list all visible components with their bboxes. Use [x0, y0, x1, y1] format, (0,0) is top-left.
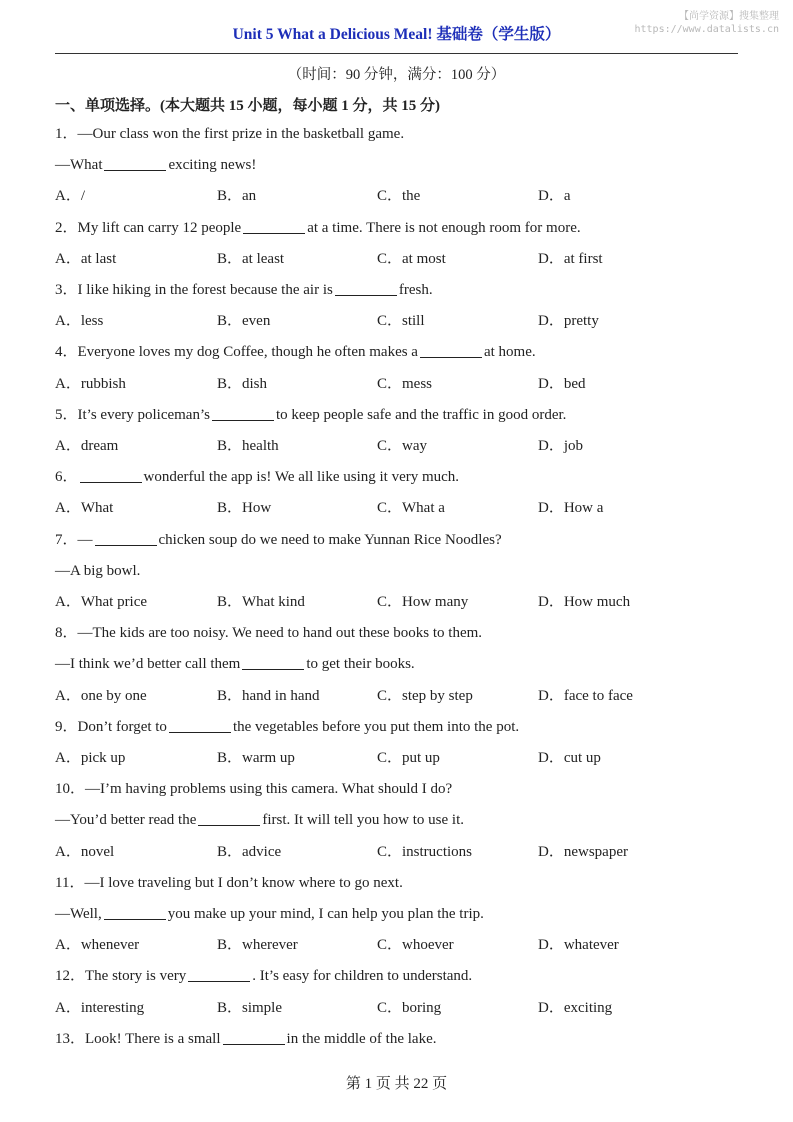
header-divider: [55, 53, 738, 54]
question-8-line-1: [55, 623, 482, 643]
question-10-line-1: [55, 779, 452, 799]
question-3-option-d: D．pretty: [538, 313, 599, 330]
question-2-option-d: D．at first: [538, 250, 603, 267]
answer-blank: [223, 1030, 285, 1045]
question-9-option-c: C．put up: [377, 750, 440, 766]
question-10-option-d: D．newspaper: [538, 843, 628, 860]
answer-blank: [198, 811, 260, 826]
question-13-line-1: [55, 1029, 437, 1049]
question-6-line-1: [55, 467, 459, 487]
question-6-option-b: B．How: [217, 500, 272, 517]
question-text: 8．—The kids are too noisy. We need to hand out these books to them.: [55, 625, 483, 642]
question-11-line-1: [55, 873, 403, 893]
question-9-line-1: [55, 717, 519, 737]
question-text: 6．: [55, 469, 78, 486]
page-footer: 第 1 页 共 22 页: [345, 1076, 448, 1092]
watermark-line-1: 【尚学资源】搜集整理: [679, 11, 779, 22]
question-text: 11．—I love traveling but I don’t know where to go next.: [55, 874, 403, 891]
answer-blank: [212, 406, 274, 421]
question-3-option-a: A．less: [55, 313, 104, 330]
question-1-option-c: C．the: [377, 188, 421, 205]
question-3-option-c: C．still: [377, 313, 425, 330]
question-6-option-d: D．How a: [538, 500, 604, 517]
question-text: 9．Don’t forget to: [55, 718, 167, 735]
question-8-option-c: C．step by step: [377, 687, 473, 704]
question-10-option-b: B．advice: [217, 843, 282, 860]
question-text: —What: [55, 157, 103, 174]
question-2-option-c: C．at most: [377, 250, 446, 267]
question-text: at a time. There is not enough room for more.: [307, 219, 581, 236]
answer-blank: [335, 281, 397, 296]
question-12-option-c: C．boring: [377, 999, 442, 1016]
question-11-option-a: A．whenever: [55, 937, 140, 954]
question-9-option-d: D．cut up: [538, 750, 601, 766]
question-9-option-a: A．pick up: [55, 750, 126, 766]
question-11-option-b: B．wherever: [217, 937, 298, 954]
question-10-line-2: [55, 810, 464, 830]
question-3-line-1: [55, 280, 433, 300]
question-text: 2．My lift can carry 12 people: [55, 219, 242, 236]
question-1-line-2: [55, 155, 256, 175]
question-text: to keep people safe and the traffic in good order.: [275, 406, 567, 423]
question-text: 13．Look! There is a small: [55, 1030, 221, 1047]
question-1-option-a: A．/: [55, 188, 86, 205]
question-8-option-a: A．one by one: [55, 687, 147, 704]
question-text: at home.: [483, 344, 536, 361]
question-7-line-1: [55, 530, 502, 550]
question-10-option-a: A．novel: [55, 843, 115, 860]
answer-blank: [169, 718, 231, 733]
question-text: 10．—I’m having problems using this camera. What should I do?: [55, 781, 453, 798]
question-2-option-b: B．at least: [217, 250, 285, 267]
question-5-option-c: C．way: [377, 438, 427, 454]
answer-blank: [95, 531, 157, 546]
question-7-option-b: B．What kind: [217, 594, 305, 610]
question-11-line-2: [55, 904, 484, 924]
question-5-option-d: D．job: [538, 438, 584, 454]
question-text: —You’d better read the: [55, 812, 197, 829]
question-9-option-b: B．warm up: [217, 750, 295, 766]
time-info: （时间：90 分钟，满分：100 分）: [287, 67, 506, 83]
section-title: 一、单项选择。(本大题共 15 小题，每小题 1 分，共 15 分): [55, 98, 440, 114]
question-3-option-b: B．even: [217, 313, 271, 330]
question-7-option-d: D．How much: [538, 594, 631, 610]
question-text: in the middle of the lake.: [286, 1030, 437, 1047]
question-11-option-d: D．whatever: [538, 937, 619, 954]
question-text: wonderful the app is! We all like using it very much.: [143, 469, 460, 486]
question-1-option-b: B．an: [217, 188, 257, 205]
question-12-option-d: D．exciting: [538, 999, 613, 1016]
question-7-option-c: C．How many: [377, 594, 469, 610]
question-4-line-1: [55, 342, 536, 362]
question-7-line-2: [55, 561, 140, 581]
question-5-option-a: A．dream: [55, 438, 119, 454]
question-4-option-a: A．rubbish: [55, 375, 126, 392]
question-text: the vegetables before you put them into the pot.: [232, 718, 520, 735]
question-5-option-b: B．health: [217, 438, 279, 454]
question-5-line-1: [55, 405, 566, 425]
question-text: —A big bowl.: [55, 562, 141, 579]
question-text: 1．—Our class won the first prize in the basketball game.: [55, 126, 405, 142]
question-text: 3．I like hiking in the forest because the air is: [55, 282, 333, 298]
question-7-option-a: A．What price: [55, 594, 148, 610]
answer-blank: [104, 156, 166, 171]
question-4-option-d: D．bed: [538, 375, 586, 392]
watermark-line-2: https://www.datalists.cn: [634, 24, 779, 35]
question-11-option-c: C．whoever: [377, 937, 454, 954]
question-12-option-a: A．interesting: [55, 999, 145, 1016]
question-text: 5．It’s every policeman’s: [55, 406, 210, 423]
question-4-option-b: B．dish: [217, 375, 268, 392]
question-6-option-c: C．What a: [377, 500, 445, 517]
answer-blank: [242, 655, 304, 670]
question-text: 12．The story is very: [55, 968, 187, 985]
question-8-line-2: [55, 654, 415, 674]
question-12-line-1: [55, 966, 472, 986]
answer-blank: [243, 219, 305, 234]
question-text: —I think we’d better call them: [55, 656, 241, 673]
question-text: —Well,: [55, 906, 102, 922]
question-text: to get their books.: [306, 656, 415, 673]
question-text: chicken soup do we need to make Yunnan Rice Noodles?: [158, 531, 502, 548]
page-title: Unit 5 What a Delicious Meal! 基础卷（学生版）: [232, 26, 561, 43]
question-text: 4．Everyone loves my dog Coffee, though he often makes a: [55, 344, 418, 361]
answer-blank: [104, 905, 166, 920]
question-6-option-a: A．What: [55, 500, 114, 517]
question-text: 7．—: [55, 531, 93, 548]
question-4-option-c: C．mess: [377, 375, 433, 392]
question-text: exciting news!: [168, 157, 257, 174]
question-2-option-a: A．at last: [55, 250, 117, 267]
answer-blank: [420, 343, 482, 358]
question-2-line-1: [55, 218, 581, 238]
answer-blank: [188, 967, 250, 982]
question-8-option-b: B．hand in hand: [217, 687, 320, 704]
question-text: . It’s easy for children to understand.: [252, 968, 473, 985]
question-8-option-d: D．face to face: [538, 687, 633, 704]
question-10-option-c: C．instructions: [377, 843, 473, 860]
answer-blank: [80, 468, 142, 483]
question-1-option-d: D．a: [538, 188, 571, 205]
question-text: you make up your mind, I can help you plan the trip.: [167, 906, 484, 922]
question-text: fresh.: [398, 282, 433, 298]
question-1-line-1: [55, 124, 404, 144]
question-12-option-b: B．simple: [217, 999, 283, 1016]
question-text: first. It will tell you how to use it.: [262, 812, 465, 829]
